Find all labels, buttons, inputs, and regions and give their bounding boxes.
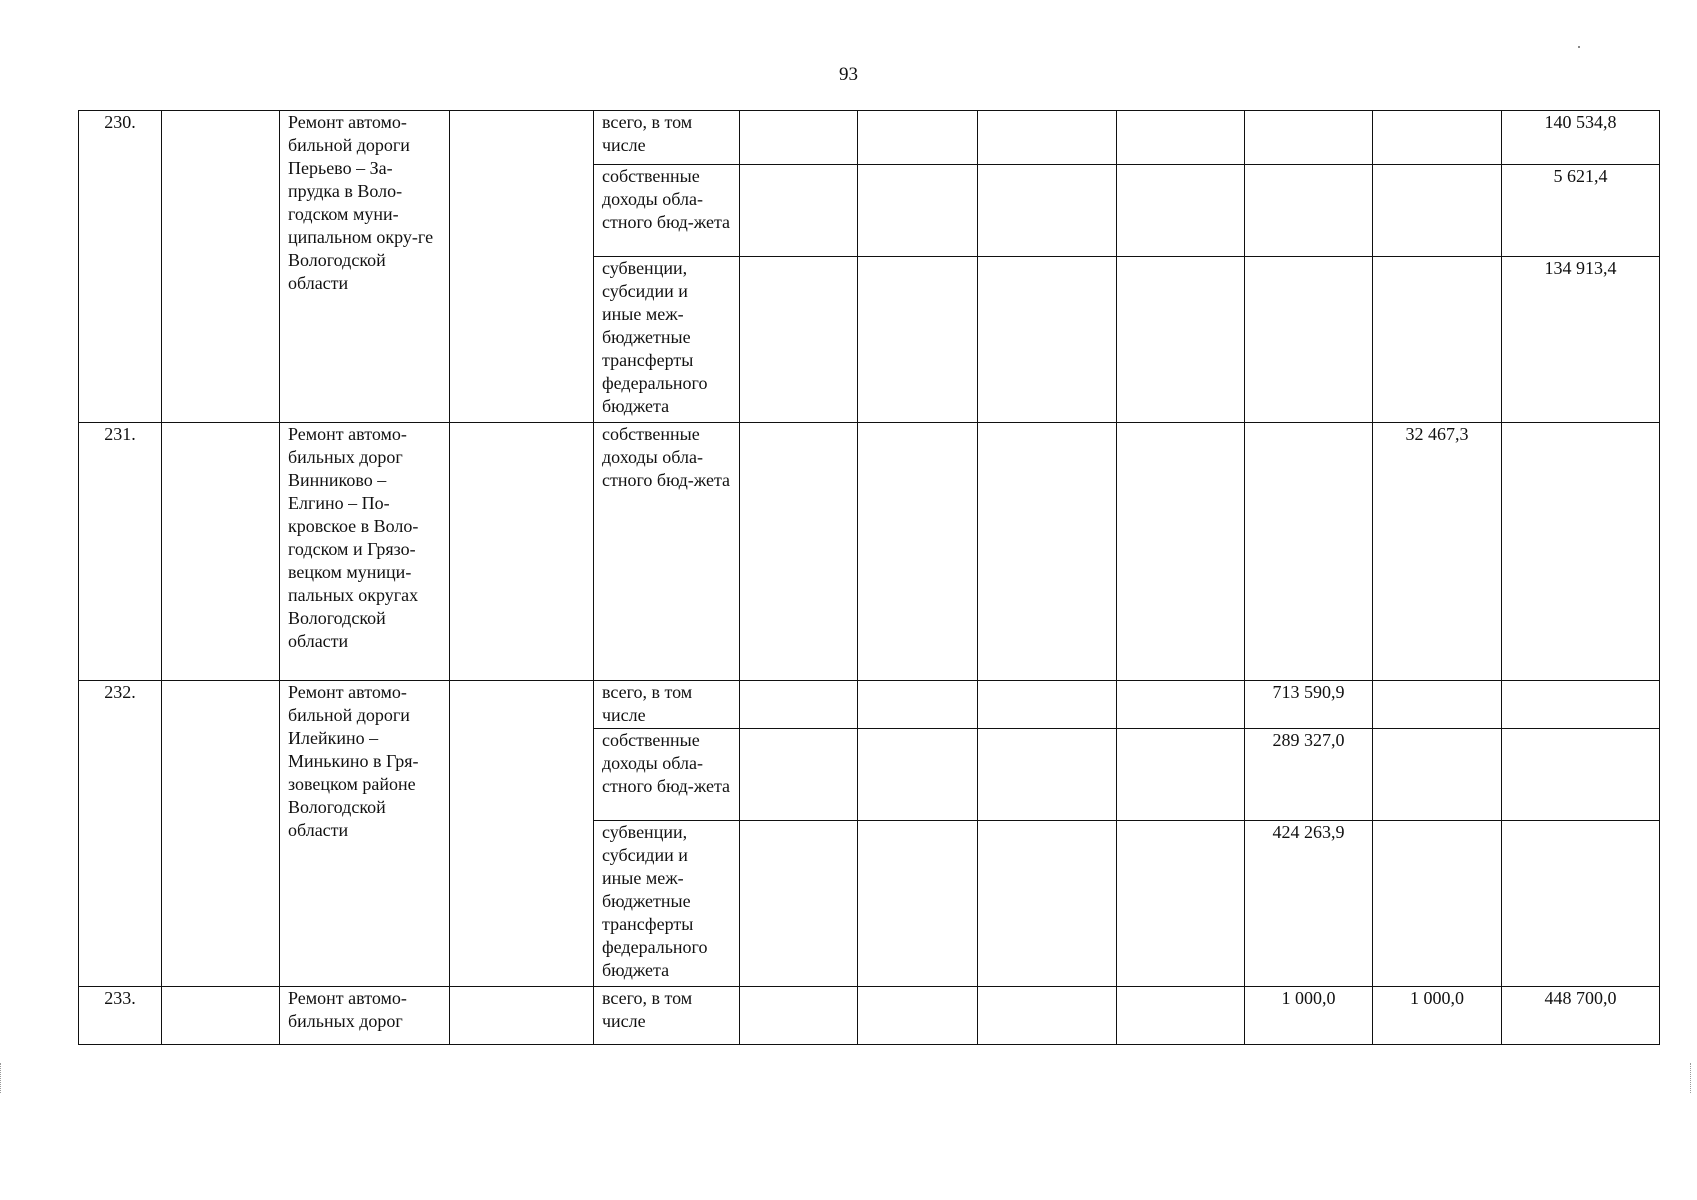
value-cell: 32 467,3 bbox=[1373, 423, 1502, 681]
funding-source-cell: субвенции, субсидии и иные меж-бюджетные трансферты федерального бюджета bbox=[594, 257, 740, 423]
value-cell bbox=[740, 821, 858, 987]
value-cell bbox=[740, 111, 858, 165]
value-cell bbox=[740, 681, 858, 729]
funding-source-cell: собственные доходы обла-стного бюд-жета bbox=[594, 423, 740, 681]
value-cell: 424 263,9 bbox=[1245, 821, 1373, 987]
value-cell bbox=[1117, 423, 1245, 681]
value-cell: 140 534,8 bbox=[1502, 111, 1660, 165]
value-cell bbox=[740, 729, 858, 821]
row-number-cell: 230. bbox=[79, 111, 162, 423]
value-cell bbox=[1373, 165, 1502, 257]
empty-cell bbox=[162, 987, 280, 1045]
value-cell bbox=[740, 257, 858, 423]
value-cell bbox=[978, 729, 1117, 821]
object-name-cell: Ремонт автомо-бильной дороги Перьево – За-прудка в Воло-годском муни-ципальном окру-ге Вологодской области bbox=[280, 111, 450, 423]
value-cell bbox=[858, 423, 978, 681]
value-cell bbox=[978, 257, 1117, 423]
value-cell bbox=[1245, 423, 1373, 681]
value-cell bbox=[1117, 729, 1245, 821]
value-cell bbox=[858, 821, 978, 987]
value-cell bbox=[1502, 821, 1660, 987]
empty-cell bbox=[450, 111, 594, 423]
value-cell: 134 913,4 bbox=[1502, 257, 1660, 423]
value-cell bbox=[1502, 681, 1660, 729]
funding-source-cell: субвенции, субсидии и иные меж-бюджетные трансферты федерального бюджета bbox=[594, 821, 740, 987]
empty-cell bbox=[450, 681, 594, 987]
value-cell bbox=[740, 165, 858, 257]
value-cell bbox=[740, 987, 858, 1045]
value-cell bbox=[858, 987, 978, 1045]
value-cell bbox=[978, 111, 1117, 165]
value-cell bbox=[1117, 681, 1245, 729]
value-cell: 448 700,0 bbox=[1502, 987, 1660, 1045]
value-cell bbox=[1117, 165, 1245, 257]
empty-cell bbox=[162, 681, 280, 987]
value-cell bbox=[858, 165, 978, 257]
table-row bbox=[79, 681, 1660, 729]
value-cell bbox=[858, 729, 978, 821]
value-cell bbox=[978, 681, 1117, 729]
empty-cell bbox=[162, 423, 280, 681]
empty-cell bbox=[450, 987, 594, 1045]
object-name-cell: Ремонт автомо-бильных дорог Винниково – Елгино – По-кровское в Воло-годском и Грязо-вецком муници-пальных округах Вологодской области bbox=[280, 423, 450, 681]
value-cell bbox=[858, 681, 978, 729]
value-cell bbox=[1245, 111, 1373, 165]
value-cell bbox=[978, 165, 1117, 257]
scan-speck bbox=[1578, 46, 1580, 48]
scan-edge-mark bbox=[1690, 1063, 1697, 1093]
value-cell: 713 590,9 bbox=[1245, 681, 1373, 729]
value-cell bbox=[1373, 257, 1502, 423]
value-cell bbox=[1245, 257, 1373, 423]
funding-source-cell: собственные доходы обла-стного бюд-жета bbox=[594, 729, 740, 821]
value-cell bbox=[1117, 111, 1245, 165]
value-cell bbox=[1117, 821, 1245, 987]
value-cell bbox=[978, 423, 1117, 681]
row-number-cell: 231. bbox=[79, 423, 162, 681]
page-number: 93 bbox=[839, 64, 858, 85]
scan-edge-mark bbox=[0, 1063, 7, 1093]
value-cell bbox=[1373, 681, 1502, 729]
value-cell: 5 621,4 bbox=[1502, 165, 1660, 257]
funding-source-cell: всего, в том числе bbox=[594, 987, 740, 1045]
value-cell bbox=[1373, 111, 1502, 165]
funding-source-cell: собственные доходы обла-стного бюд-жета bbox=[594, 165, 740, 257]
table-row bbox=[79, 111, 1660, 165]
funding-source-cell: всего, в том числе bbox=[594, 111, 740, 165]
budget-table bbox=[78, 110, 1660, 1045]
row-number-cell: 232. bbox=[79, 681, 162, 987]
value-cell bbox=[1117, 257, 1245, 423]
value-cell bbox=[740, 423, 858, 681]
value-cell: 1 000,0 bbox=[1373, 987, 1502, 1045]
table-row bbox=[79, 987, 1660, 1045]
object-name-cell: Ремонт автомо-бильной дороги Илейкино – Минькино в Гря-зовецком районе Вологодской области bbox=[280, 681, 450, 987]
value-cell bbox=[978, 821, 1117, 987]
value-cell: 1 000,0 bbox=[1245, 987, 1373, 1045]
funding-source-cell: всего, в том числе bbox=[594, 681, 740, 729]
value-cell bbox=[1502, 423, 1660, 681]
empty-cell bbox=[162, 111, 280, 423]
value-cell bbox=[1373, 729, 1502, 821]
value-cell bbox=[1117, 987, 1245, 1045]
row-number-cell: 233. bbox=[79, 987, 162, 1045]
value-cell bbox=[1245, 165, 1373, 257]
value-cell bbox=[858, 257, 978, 423]
empty-cell bbox=[450, 423, 594, 681]
value-cell bbox=[1373, 821, 1502, 987]
value-cell: 289 327,0 bbox=[1245, 729, 1373, 821]
table-row bbox=[79, 423, 1660, 681]
object-name-cell: Ремонт автомо-бильных дорог bbox=[280, 987, 450, 1045]
value-cell bbox=[858, 111, 978, 165]
value-cell bbox=[1502, 729, 1660, 821]
value-cell bbox=[978, 987, 1117, 1045]
